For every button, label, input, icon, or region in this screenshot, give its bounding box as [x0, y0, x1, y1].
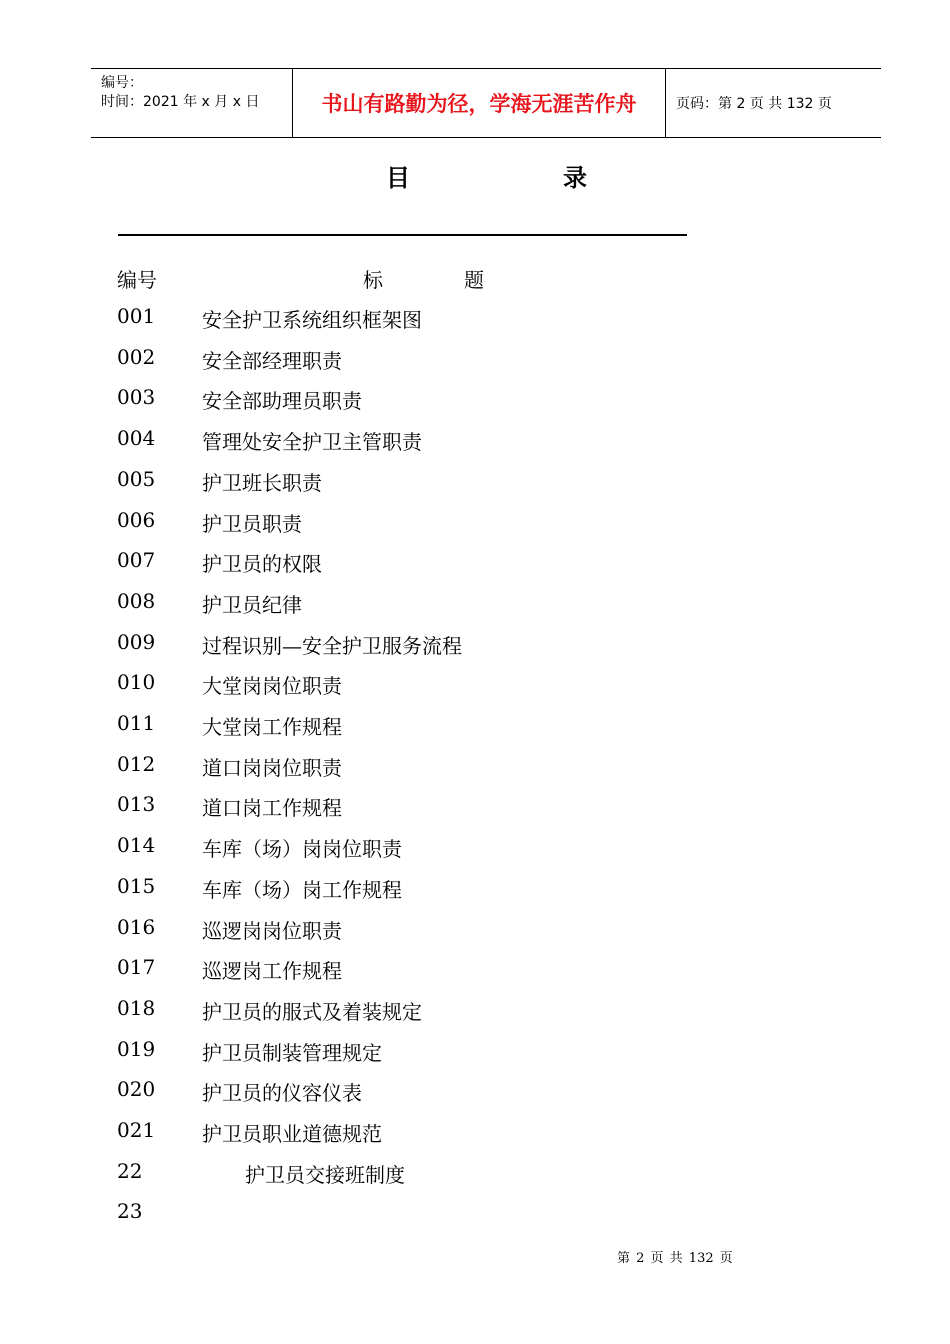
toc-entry-number: 010 [117, 670, 156, 694]
toc-title-char-2: 录 [563, 163, 587, 192]
toc-title-char-1: 目 [386, 163, 410, 192]
header-page-info: 页码：第 2 页 共 132 页 [676, 96, 832, 112]
header-meta-cell [91, 69, 293, 137]
toc-entry-number: 016 [117, 915, 156, 939]
toc-entry-number: 021 [117, 1118, 156, 1142]
toc-entry-number: 008 [117, 589, 156, 613]
toc-entry-number: 007 [117, 548, 156, 572]
toc-entry-number: 014 [117, 833, 156, 857]
toc-entry-title: 护卫员制装管理规定 [202, 1041, 382, 1065]
toc-entry-title: 安全部经理职责 [202, 349, 342, 373]
toc-entry-number: 004 [117, 426, 156, 450]
toc-entry-number: 013 [117, 792, 156, 816]
toc-entry-title: 护卫员的权限 [202, 552, 322, 576]
toc-entry-number: 011 [117, 711, 156, 735]
toc-entry-number: 005 [117, 467, 156, 491]
title-divider [118, 234, 687, 236]
toc-entry-number: 001 [117, 304, 156, 328]
header-motto: 书山有路勤为径，学海无涯苦作舟 [293, 69, 666, 137]
toc-entry-number: 015 [117, 874, 156, 898]
toc-entry-number: 002 [117, 345, 156, 369]
toc-entry-number: 23 [117, 1199, 143, 1223]
toc-entry-title: 护卫员职责 [202, 512, 302, 536]
toc-entry-title: 道口岗岗位职责 [202, 756, 342, 780]
toc-entry-title: 安全护卫系统组织框架图 [202, 308, 422, 332]
toc-entry-title: 车库（场）岗岗位职责 [202, 837, 402, 861]
toc-entry-title: 大堂岗岗位职责 [202, 674, 342, 698]
number-label: 编号： [101, 75, 143, 91]
toc-entry-title: 道口岗工作规程 [202, 796, 342, 820]
toc-entry-number: 019 [117, 1037, 156, 1061]
column-header-number: 编号 [117, 268, 157, 292]
toc-entry-title: 过程识别—安全护卫服务流程 [202, 634, 462, 658]
toc-entry-title: 护卫员交接班制度 [245, 1163, 405, 1187]
toc-entry-title: 护卫员纪律 [202, 593, 302, 617]
toc-entry-title: 巡逻岗工作规程 [202, 959, 342, 983]
column-header-title-char-1: 标 [363, 268, 383, 292]
toc-entry-number: 018 [117, 996, 156, 1020]
toc-entry-number: 009 [117, 630, 156, 654]
time-label: 时间：2021 年 x 月 x 日 [101, 94, 260, 110]
toc-entry-title: 护卫员职业道德规范 [202, 1122, 382, 1146]
column-header-title-char-2: 题 [464, 268, 484, 292]
toc-entry-number: 012 [117, 752, 156, 776]
toc-entry-title: 安全部助理员职责 [202, 389, 362, 413]
toc-entry-number: 006 [117, 508, 156, 532]
toc-entry-number: 22 [117, 1159, 143, 1183]
toc-entry-title: 护卫员的仪容仪表 [202, 1081, 362, 1105]
toc-entry-number: 017 [117, 955, 156, 979]
page-header [91, 68, 881, 138]
toc-entry-title: 护卫班长职责 [202, 471, 322, 495]
toc-entry-number: 020 [117, 1077, 156, 1101]
toc-entry-title: 大堂岗工作规程 [202, 715, 342, 739]
toc-entry-title: 管理处安全护卫主管职责 [202, 430, 422, 454]
toc-entry-title: 护卫员的服式及着装规定 [202, 1000, 422, 1024]
toc-entry-title: 巡逻岗岗位职责 [202, 919, 342, 943]
toc-entry-number: 003 [117, 385, 156, 409]
page-footer: 第 2 页 共 132 页 [617, 1251, 733, 1266]
toc-entry-title: 车库（场）岗工作规程 [202, 878, 402, 902]
